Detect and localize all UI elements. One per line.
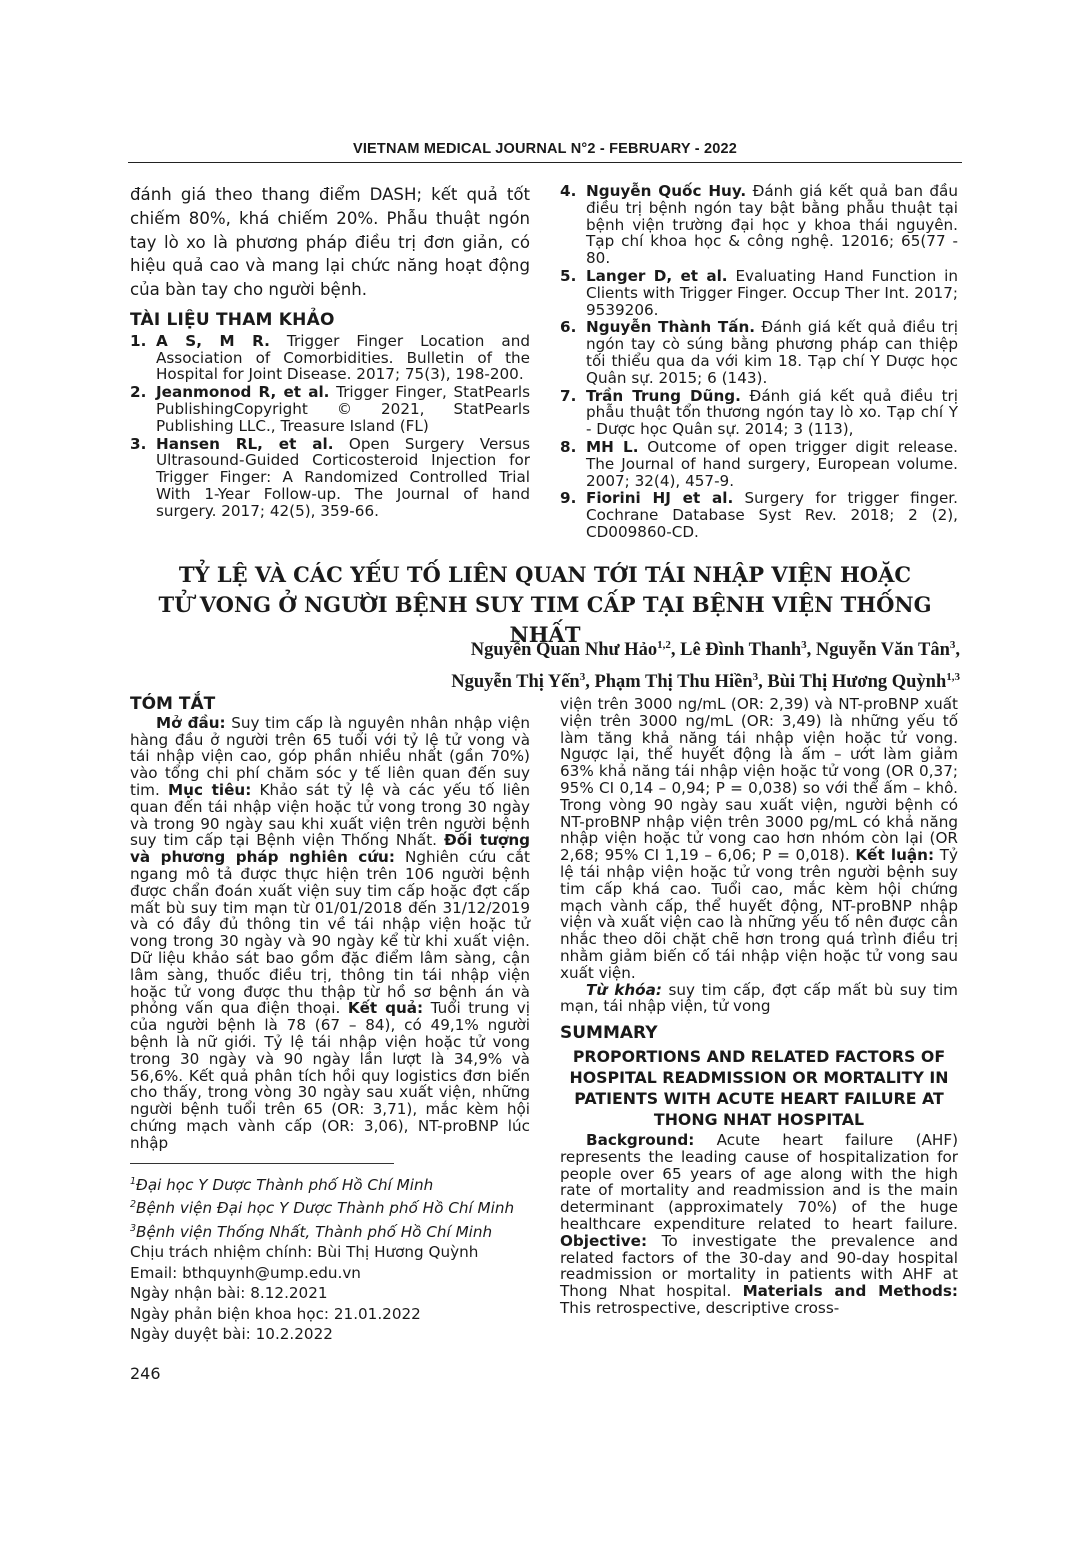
reference-item: 2. Jeanmonod R, et al. Trigger Finger, StatPearls PublishingCopyright © 2021, StatPearls Publishing LLC., Treasure Island (FL)	[130, 383, 530, 435]
email: Email: bthquynh@ump.edu.vn	[130, 1263, 361, 1282]
footnotes	[130, 1172, 530, 1344]
reference-list	[130, 333, 530, 520]
reference-item: 8. MH L. Outcome of open trigger digit release. The Journal of hand surgery, European volume. 2007; 32(4), 457-9.	[560, 437, 958, 490]
references-heading: TÀI LIỆU THAM KHẢO	[130, 309, 335, 330]
author-affiliation: 3	[752, 671, 759, 684]
affiliation-1: $^1$Đại học Y Dược Thành phố Hồ Chí Minh	[130, 1176, 434, 1195]
author-affiliation: 3	[801, 639, 807, 651]
accepted-date: Ngày duyệt bài: 10.2.2022	[130, 1325, 333, 1344]
author-affiliation: 1,3	[946, 671, 960, 684]
author-name: Nguyễn Quan Như Hảo	[470, 640, 658, 661]
top-right-column	[560, 183, 958, 542]
author-affiliation: 1,2	[657, 639, 671, 651]
article-title-line-2: TỬ VONG Ở NGƯỜI BỆNH SUY TIM CẤP TẠI BỆNH VIỆN THỐNG NHẤT	[158, 592, 932, 647]
abstract-heading: TÓM TẮT	[130, 694, 216, 714]
author-name: Nguyễn Văn Tân	[815, 640, 950, 661]
author-name: Nguyễn Thị Yến	[451, 672, 580, 693]
abstract-left-column	[130, 696, 530, 1152]
header-rule	[128, 162, 962, 163]
author-list: Nguyễn Quan Như Hảo$^{1,2}$, Lê Đình Thanh$^3$, Nguyễn Văn Tân$^3$, Nguyễn Thị Yến$^3$, Phạm Thị Thu Hiền$^3$, Bùi Thị Hương Quỳnh$^{1,3}$	[451, 639, 960, 693]
reference-item: 1. A S, M R. Trigger Finger Location and Association of Comorbidities. Bulletin of the Hospital for Joint Disease. 2017; 75(3), 198-200.	[130, 331, 530, 384]
running-header: VIETNAM MEDICAL JOURNAL N°2 - FEBRUARY - 2022	[352, 141, 738, 157]
corresponding-author: Chịu trách nhiệm chính: Bùi Thị Hương Quỳnh	[130, 1243, 479, 1262]
author-name: Phạm Thị Thu Hiền	[594, 672, 753, 693]
author-affiliation: 3	[949, 639, 956, 651]
reference-item: 7. Trần Trung Dũng. Đánh giá kết quả điều trị phẫu thuật tổn thương ngón tay lò xo. Tạp chí Y - Dược học Quân sự. 2014; 3 (113),	[560, 386, 958, 439]
page-number: 246	[130, 1364, 161, 1383]
reference-item: 9. Fiorini HJ et al. Surgery for trigger finger. Cochrane Database Syst Rev. 2018; 2 (2), CD009860-CD.	[560, 489, 958, 541]
author-name: Lê Đình Thanh	[680, 640, 802, 661]
summary-paragraph: Background: Acute heart failure (AHF) represents the leading cause of hospitalization for people over 65 years of age along with the high rate of mortality and readmission and is the main determinant (approximately 70%) of the huge healthcare expenditure related to heart failure. Objective: To investigate the prevalence and related factors of the 30-day and 90-day hospital readmission or mortality in patients with AHF at Thong Nhat hospital. Materials and Methods: This retrospective, descriptive cross-	[560, 1130, 958, 1317]
top-left-column	[130, 183, 530, 521]
abstract-paragraph: Mở đầu: Suy tim cấp là nguyên nhân nhập viện hàng đầu ở người trên 65 tuổi với tỷ lệ tử vong và tái nhập viện cao, góp phần nhiều nhất (gần 70%) vào tổng chi phí chăm sóc y tế liên quan đến suy tim. Mục tiêu: Khảo sát tỷ lệ và các yếu tố liên quan đến tái nhập viện hoặc tử vong trong 30 ngày và trong 90 ngày sau khi xuất viện trên người bệnh suy tim cấp tại Bệnh viện Thống Nhất. Đối tượng và phương pháp nghiên cứu: Nghiên cứu cắt ngang mô tả được thực hiện trên 106 người bệnh được chẩn đoán xuất viện suy tim cấp hoặc đợt cấp mất bù suy tim mạn từ 01/01/2018 đến 31/12/2019 và có đầy đủ thông tin về tái nhập viện hoặc tử vong trong 30 ngày và 90 ngày kể từ khi xuất viện. Dữ liệu khảo sát bao gồm đặc điểm lâm sàng, cận lâm sàng, thuốc điều trị, thông tin tái nhập viện hoặc tử vong được thu thập từ hồ sơ bệnh án và phỏng vấn qua điện thoại. Kết quả: Tuổi trung vị của người bệnh là 78 (67 – 84), có 49,1% người bệnh là nữ giới. Tỷ lệ tái nhập viện hoặc tử vong trong 30 ngày và 90 ngày lần lượt là 34,9% và 56,6%. Kết quả phân tích hồi quy logistics đơn biến cho thấy, trong vòng 30 ngày sau xuất viện, những người bệnh tuổi trên 65 (OR: 3,71), mắc kèm hội chứng mạch vành cấp (OR: 3,06), NT-proBNP lúc nhập	[130, 713, 531, 1152]
reference-item: 5. Langer D, et al. Evaluating Hand Function in Clients with Trigger Finger. Occup Ther Int. 2017; 9539206.	[560, 266, 958, 319]
conclusion-tail: đánh giá theo thang điểm DASH; kết quả tốt chiếm 80%, khá chiếm 20%. Phẫu thuật ngón tay lò xo là phương pháp điều trị đơn giản, có hiệu quả cao và mang lại chức năng hoạt động của bàn tay cho người bệnh.	[130, 185, 530, 300]
affiliation-2: $^2$Bệnh viện Đại học Y Dược Thành phố Hồ Chí Minh	[130, 1199, 515, 1218]
english-title: PROPORTIONS AND RELATED FACTORS OF HOSPITAL READMISSION OR MORTALITY IN PATIENTS WITH ACUTE HEART FAILURE AT THONG NHAT HOSPITAL	[569, 1046, 949, 1129]
abstract-continued: viện trên 3000 ng/mL (OR: 2,39) và NT-proBNP xuất viện trên 3000 ng/mL (OR: 3,49) là những yếu tố làm tăng khả năng tái nhập viện hoặc tử vong. Ngược lại, thể huyết động là ấm – ướt làm giảm 63% khả năng tái nhập viện hoặc tử vong (OR 0,37; 95% CI 0,14 – 0,94; P = 0,038) so với thể ấm – khô. Trong vòng 90 ngày sau xuất viện, người bệnh có NT-proBNP nhập viện trên 3000 pg/mL có khả năng nhập viện hoặc tử vong cao hơn nhóm còn lại (OR 2,68; 95% CI 1,19 – 6,06; P = 0,018). Kết luận: Tỷ lệ tái nhập viện hoặc tử vong trên người bệnh suy tim cấp khá cao. Tuổi cao, mắc kèm hội chứng mạch vành cấp, thể huyết động, NT-proBNP nhập viện và xuất viện cao là những yếu tố nên được cân nhắc theo dõi chặt chẽ hơn trong quá trình điều trị nhằm giảm biến cố tái nhập viện hoặc tử vong sau xuất viện.	[560, 695, 958, 982]
affiliation-3: $^3$Bệnh viện Thống Nhất, Thành phố Hồ Chí Minh	[130, 1222, 493, 1241]
author-affiliation: 3	[579, 671, 586, 684]
reference-item: 3. Hansen RL, et al. Open Surgery Versus Ultrasound-Guided Corticosteroid Injection for Trigger Finger: A Randomized Controlled Trial With 1-Year Follow-up. The Journal of hand surgery. 2017; 42(5), 359-66.	[130, 434, 530, 520]
keywords: Từ khóa: suy tim cấp, đợt cấp mất bù suy tim mạn, tái nhập viện, tử vong	[560, 980, 958, 1016]
summary-heading: SUMMARY	[560, 1023, 658, 1044]
received-date: Ngày nhận bài: 8.12.2021	[130, 1284, 328, 1303]
abstract-right-column	[560, 696, 958, 1317]
author-name: Bùi Thị Hương Quỳnh	[767, 672, 947, 693]
reference-item: 6. Nguyễn Thành Tấn. Đánh giá kết quả điều trị ngón tay cò súng bằng phương pháp can thiệp tối thiểu qua da với kim 18. Tạp chí Y Dược học Quân sự. 2015; 6 (143).	[560, 318, 959, 387]
article-title-line-1: TỶ LỆ VÀ CÁC YẾU TỐ LIÊN QUAN TỚI TÁI NHẬP VIỆN HOẶC	[178, 562, 912, 587]
reference-item: 4. Nguyễn Quốc Huy. Đánh giá kết quả ban đầu điều trị bệnh ngón tay bật bằng phẫu thuật tại bệnh viện trường đại học y khoa thái nguyên. Tạp chí khoa học & công nghệ. 12016; 65(77 - 80.	[560, 182, 958, 268]
review-date: Ngày phản biện khoa học: 21.01.2022	[130, 1304, 421, 1323]
footnote-rule	[130, 1163, 394, 1164]
reference-list-continued	[560, 183, 958, 541]
